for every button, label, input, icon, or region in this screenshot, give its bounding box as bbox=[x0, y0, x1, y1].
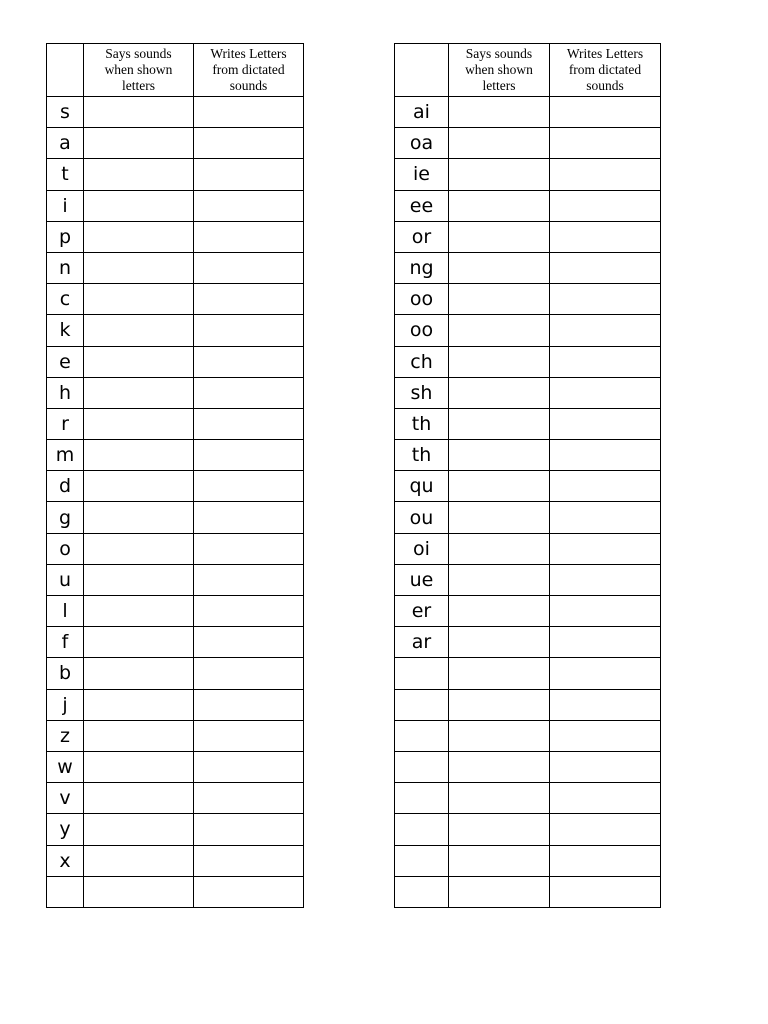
table-row bbox=[47, 658, 304, 689]
writes-letters-check-cell[interactable] bbox=[550, 502, 661, 533]
header-line: letters bbox=[122, 78, 155, 93]
header-row bbox=[395, 44, 661, 97]
writes-letters-check-cell[interactable] bbox=[194, 159, 304, 190]
says-sounds-check-cell[interactable] bbox=[449, 533, 550, 564]
writes-letters-check-cell[interactable] bbox=[550, 689, 661, 720]
writes-letters-check-cell[interactable] bbox=[550, 377, 661, 408]
writes-letters-check-cell[interactable] bbox=[550, 783, 661, 814]
writes-letters-check-cell[interactable] bbox=[194, 564, 304, 595]
sound-cell: n bbox=[47, 252, 84, 283]
header-line: from dictated bbox=[568, 62, 642, 77]
table-row bbox=[395, 440, 661, 471]
writes-letters-check-cell[interactable] bbox=[550, 190, 661, 221]
table-row bbox=[47, 221, 304, 252]
writes-letters-check-cell[interactable] bbox=[194, 783, 304, 814]
says-sounds-check-cell[interactable] bbox=[449, 596, 550, 627]
says-sounds-check-cell[interactable] bbox=[84, 783, 194, 814]
sound-cell: sh bbox=[395, 377, 449, 408]
sound-cell: i bbox=[47, 190, 84, 221]
table-row bbox=[395, 377, 661, 408]
left-phonics-table bbox=[46, 43, 304, 908]
writes-letters-check-cell[interactable] bbox=[550, 346, 661, 377]
table-row bbox=[47, 346, 304, 377]
header-line: from dictated bbox=[212, 62, 285, 77]
says-sounds-check-cell[interactable] bbox=[84, 190, 194, 221]
says-sounds-check-cell[interactable] bbox=[84, 814, 194, 845]
right-phonics-table bbox=[394, 43, 661, 908]
writes-letters-check-cell[interactable] bbox=[550, 159, 661, 190]
table-row bbox=[395, 689, 661, 720]
says-sounds-check-cell[interactable] bbox=[84, 689, 194, 720]
sound-cell: th bbox=[395, 440, 449, 471]
table-row bbox=[47, 845, 304, 876]
header-says-sounds bbox=[449, 44, 550, 97]
table-row bbox=[395, 97, 661, 128]
says-sounds-check-cell[interactable] bbox=[84, 596, 194, 627]
table-row bbox=[395, 658, 661, 689]
writes-letters-check-cell[interactable] bbox=[194, 658, 304, 689]
sound-cell bbox=[47, 876, 84, 907]
says-sounds-check-cell[interactable] bbox=[84, 751, 194, 782]
sound-cell: oa bbox=[395, 128, 449, 159]
table-row bbox=[395, 471, 661, 502]
sound-cell bbox=[395, 814, 449, 845]
sound-cell bbox=[395, 783, 449, 814]
writes-letters-check-cell[interactable] bbox=[194, 221, 304, 252]
sound-cell: b bbox=[47, 658, 84, 689]
table-row bbox=[395, 128, 661, 159]
sound-cell: x bbox=[47, 845, 84, 876]
table-row bbox=[395, 814, 661, 845]
says-sounds-check-cell[interactable] bbox=[84, 252, 194, 283]
says-sounds-check-cell[interactable] bbox=[449, 471, 550, 502]
writes-letters-check-cell[interactable] bbox=[194, 315, 304, 346]
writes-letters-check-cell[interactable] bbox=[194, 408, 304, 439]
writes-letters-check-cell[interactable] bbox=[550, 315, 661, 346]
says-sounds-check-cell[interactable] bbox=[449, 689, 550, 720]
sound-cell: ou bbox=[395, 502, 449, 533]
sound-cell: g bbox=[47, 502, 84, 533]
writes-letters-check-cell[interactable] bbox=[550, 471, 661, 502]
table-row bbox=[47, 627, 304, 658]
says-sounds-check-cell[interactable] bbox=[84, 471, 194, 502]
header-line: sounds bbox=[586, 78, 624, 93]
sound-cell: c bbox=[47, 284, 84, 315]
writes-letters-check-cell[interactable] bbox=[194, 876, 304, 907]
says-sounds-check-cell[interactable] bbox=[449, 720, 550, 751]
writes-letters-check-cell[interactable] bbox=[550, 252, 661, 283]
table-row bbox=[47, 97, 304, 128]
table-row bbox=[395, 346, 661, 377]
header-blank-cell bbox=[395, 44, 449, 97]
writes-letters-check-cell[interactable] bbox=[550, 128, 661, 159]
table-row bbox=[47, 533, 304, 564]
sound-cell: r bbox=[47, 408, 84, 439]
table-row bbox=[47, 315, 304, 346]
sound-cell: oo bbox=[395, 284, 449, 315]
header-says-sounds bbox=[84, 44, 194, 97]
header-line: Says sounds bbox=[465, 46, 533, 61]
sound-cell: ie bbox=[395, 159, 449, 190]
header-line: letters bbox=[482, 78, 516, 93]
says-sounds-check-cell[interactable] bbox=[84, 658, 194, 689]
sound-cell: ar bbox=[395, 627, 449, 658]
table-row bbox=[395, 596, 661, 627]
writes-letters-check-cell[interactable] bbox=[550, 720, 661, 751]
table-row bbox=[395, 564, 661, 595]
says-sounds-check-cell[interactable] bbox=[449, 284, 550, 315]
table-row bbox=[395, 720, 661, 751]
table-row bbox=[47, 128, 304, 159]
says-sounds-check-cell[interactable] bbox=[84, 97, 194, 128]
sound-cell: v bbox=[47, 783, 84, 814]
says-sounds-check-cell[interactable] bbox=[84, 627, 194, 658]
writes-letters-check-cell[interactable] bbox=[194, 377, 304, 408]
says-sounds-check-cell[interactable] bbox=[449, 845, 550, 876]
says-sounds-check-cell[interactable] bbox=[84, 533, 194, 564]
table-row bbox=[395, 783, 661, 814]
writes-letters-check-cell[interactable] bbox=[550, 596, 661, 627]
says-sounds-check-cell[interactable] bbox=[84, 315, 194, 346]
writes-letters-check-cell[interactable] bbox=[194, 814, 304, 845]
says-sounds-check-cell[interactable] bbox=[449, 783, 550, 814]
sound-cell bbox=[395, 658, 449, 689]
writes-letters-check-cell[interactable] bbox=[550, 658, 661, 689]
says-sounds-check-cell[interactable] bbox=[449, 346, 550, 377]
writes-letters-check-cell[interactable] bbox=[550, 814, 661, 845]
sound-cell: er bbox=[395, 596, 449, 627]
says-sounds-check-cell[interactable] bbox=[84, 720, 194, 751]
table-row bbox=[47, 564, 304, 595]
table-row bbox=[395, 533, 661, 564]
sound-cell: o bbox=[47, 533, 84, 564]
table-row bbox=[47, 190, 304, 221]
writes-letters-check-cell[interactable] bbox=[194, 596, 304, 627]
sound-cell: l bbox=[47, 596, 84, 627]
header-line: when shown bbox=[465, 62, 533, 77]
table-row bbox=[395, 627, 661, 658]
writes-letters-check-cell[interactable] bbox=[194, 128, 304, 159]
table-row bbox=[47, 689, 304, 720]
sound-cell bbox=[395, 876, 449, 907]
writes-letters-check-cell[interactable] bbox=[194, 190, 304, 221]
says-sounds-check-cell[interactable] bbox=[84, 159, 194, 190]
says-sounds-check-cell[interactable] bbox=[449, 502, 550, 533]
writes-letters-check-cell[interactable] bbox=[194, 284, 304, 315]
sound-cell: or bbox=[395, 221, 449, 252]
writes-letters-check-cell[interactable] bbox=[550, 627, 661, 658]
sound-cell: y bbox=[47, 814, 84, 845]
writes-letters-check-cell[interactable] bbox=[194, 97, 304, 128]
writes-letters-check-cell[interactable] bbox=[550, 845, 661, 876]
header-line: sounds bbox=[229, 78, 268, 93]
table-row bbox=[47, 408, 304, 439]
sound-cell bbox=[395, 751, 449, 782]
table-row bbox=[47, 596, 304, 627]
writes-letters-check-cell[interactable] bbox=[550, 751, 661, 782]
table-row bbox=[395, 221, 661, 252]
writes-letters-check-cell[interactable] bbox=[550, 876, 661, 907]
says-sounds-check-cell[interactable] bbox=[449, 408, 550, 439]
table-row bbox=[47, 502, 304, 533]
table-row bbox=[47, 159, 304, 190]
sound-cell: ee bbox=[395, 190, 449, 221]
sound-cell: th bbox=[395, 408, 449, 439]
table-row bbox=[47, 377, 304, 408]
writes-letters-check-cell[interactable] bbox=[194, 533, 304, 564]
sound-cell: ng bbox=[395, 252, 449, 283]
says-sounds-check-cell[interactable] bbox=[449, 315, 550, 346]
sound-cell: k bbox=[47, 315, 84, 346]
says-sounds-check-cell[interactable] bbox=[84, 408, 194, 439]
table-row bbox=[47, 783, 304, 814]
sound-cell: d bbox=[47, 471, 84, 502]
sound-cell: ue bbox=[395, 564, 449, 595]
sound-cell: w bbox=[47, 751, 84, 782]
table-row bbox=[47, 440, 304, 471]
sound-cell bbox=[395, 689, 449, 720]
says-sounds-check-cell[interactable] bbox=[449, 751, 550, 782]
sound-cell: h bbox=[47, 377, 84, 408]
header-line: Writes Letters bbox=[210, 46, 287, 61]
writes-letters-check-cell[interactable] bbox=[194, 471, 304, 502]
sound-cell: ch bbox=[395, 346, 449, 377]
says-sounds-check-cell[interactable] bbox=[449, 221, 550, 252]
table-row bbox=[395, 876, 661, 907]
sound-cell: oo bbox=[395, 315, 449, 346]
writes-letters-check-cell[interactable] bbox=[550, 221, 661, 252]
table-row bbox=[395, 751, 661, 782]
sound-cell: u bbox=[47, 564, 84, 595]
sound-cell: s bbox=[47, 97, 84, 128]
table-row bbox=[47, 814, 304, 845]
says-sounds-check-cell[interactable] bbox=[449, 128, 550, 159]
says-sounds-check-cell[interactable] bbox=[449, 377, 550, 408]
table-row bbox=[47, 284, 304, 315]
table-row bbox=[395, 315, 661, 346]
header-line: when shown bbox=[104, 62, 173, 77]
says-sounds-check-cell[interactable] bbox=[449, 190, 550, 221]
writes-letters-check-cell[interactable] bbox=[550, 408, 661, 439]
table-row bbox=[47, 751, 304, 782]
table-row bbox=[395, 190, 661, 221]
says-sounds-check-cell[interactable] bbox=[84, 377, 194, 408]
header-writes-letters bbox=[194, 44, 304, 97]
writes-letters-check-cell[interactable] bbox=[550, 284, 661, 315]
header-writes-letters bbox=[550, 44, 661, 97]
sound-cell: f bbox=[47, 627, 84, 658]
writes-letters-check-cell[interactable] bbox=[194, 845, 304, 876]
sound-cell: oi bbox=[395, 533, 449, 564]
writes-letters-check-cell[interactable] bbox=[550, 440, 661, 471]
writes-letters-check-cell[interactable] bbox=[194, 720, 304, 751]
writes-letters-check-cell[interactable] bbox=[550, 564, 661, 595]
writes-letters-check-cell[interactable] bbox=[194, 689, 304, 720]
sound-cell: qu bbox=[395, 471, 449, 502]
says-sounds-check-cell[interactable] bbox=[84, 128, 194, 159]
writes-letters-check-cell[interactable] bbox=[194, 252, 304, 283]
table-row bbox=[395, 252, 661, 283]
writes-letters-check-cell[interactable] bbox=[550, 97, 661, 128]
sound-cell: e bbox=[47, 346, 84, 377]
says-sounds-check-cell[interactable] bbox=[84, 845, 194, 876]
says-sounds-check-cell[interactable] bbox=[84, 284, 194, 315]
says-sounds-check-cell[interactable] bbox=[84, 440, 194, 471]
says-sounds-check-cell[interactable] bbox=[449, 876, 550, 907]
writes-letters-check-cell[interactable] bbox=[194, 440, 304, 471]
says-sounds-check-cell[interactable] bbox=[449, 159, 550, 190]
sound-cell: j bbox=[47, 689, 84, 720]
writes-letters-check-cell[interactable] bbox=[194, 627, 304, 658]
writes-letters-check-cell[interactable] bbox=[194, 502, 304, 533]
sound-cell: m bbox=[47, 440, 84, 471]
header-blank-cell bbox=[47, 44, 84, 97]
sound-cell bbox=[395, 845, 449, 876]
table-row bbox=[395, 845, 661, 876]
writes-letters-check-cell[interactable] bbox=[194, 346, 304, 377]
says-sounds-check-cell[interactable] bbox=[84, 221, 194, 252]
says-sounds-check-cell[interactable] bbox=[449, 814, 550, 845]
writes-letters-check-cell[interactable] bbox=[550, 533, 661, 564]
header-line: Says sounds bbox=[105, 46, 172, 61]
sound-cell: p bbox=[47, 221, 84, 252]
sound-cell: ai bbox=[395, 97, 449, 128]
says-sounds-check-cell[interactable] bbox=[84, 564, 194, 595]
header-row bbox=[47, 44, 304, 97]
sound-cell: z bbox=[47, 720, 84, 751]
table-row bbox=[47, 876, 304, 907]
says-sounds-check-cell[interactable] bbox=[449, 97, 550, 128]
says-sounds-check-cell[interactable] bbox=[449, 440, 550, 471]
writes-letters-check-cell[interactable] bbox=[194, 751, 304, 782]
says-sounds-check-cell[interactable] bbox=[449, 564, 550, 595]
table-row bbox=[47, 720, 304, 751]
sound-cell bbox=[395, 720, 449, 751]
says-sounds-check-cell[interactable] bbox=[449, 658, 550, 689]
table-row bbox=[395, 502, 661, 533]
says-sounds-check-cell[interactable] bbox=[449, 252, 550, 283]
sound-cell: t bbox=[47, 159, 84, 190]
says-sounds-check-cell[interactable] bbox=[84, 876, 194, 907]
table-row bbox=[47, 252, 304, 283]
says-sounds-check-cell[interactable] bbox=[449, 627, 550, 658]
table-row bbox=[395, 408, 661, 439]
says-sounds-check-cell[interactable] bbox=[84, 346, 194, 377]
header-line: Writes Letters bbox=[566, 46, 644, 61]
table-row bbox=[395, 159, 661, 190]
table-row bbox=[395, 284, 661, 315]
table-row bbox=[47, 471, 304, 502]
sound-cell: a bbox=[47, 128, 84, 159]
says-sounds-check-cell[interactable] bbox=[84, 502, 194, 533]
